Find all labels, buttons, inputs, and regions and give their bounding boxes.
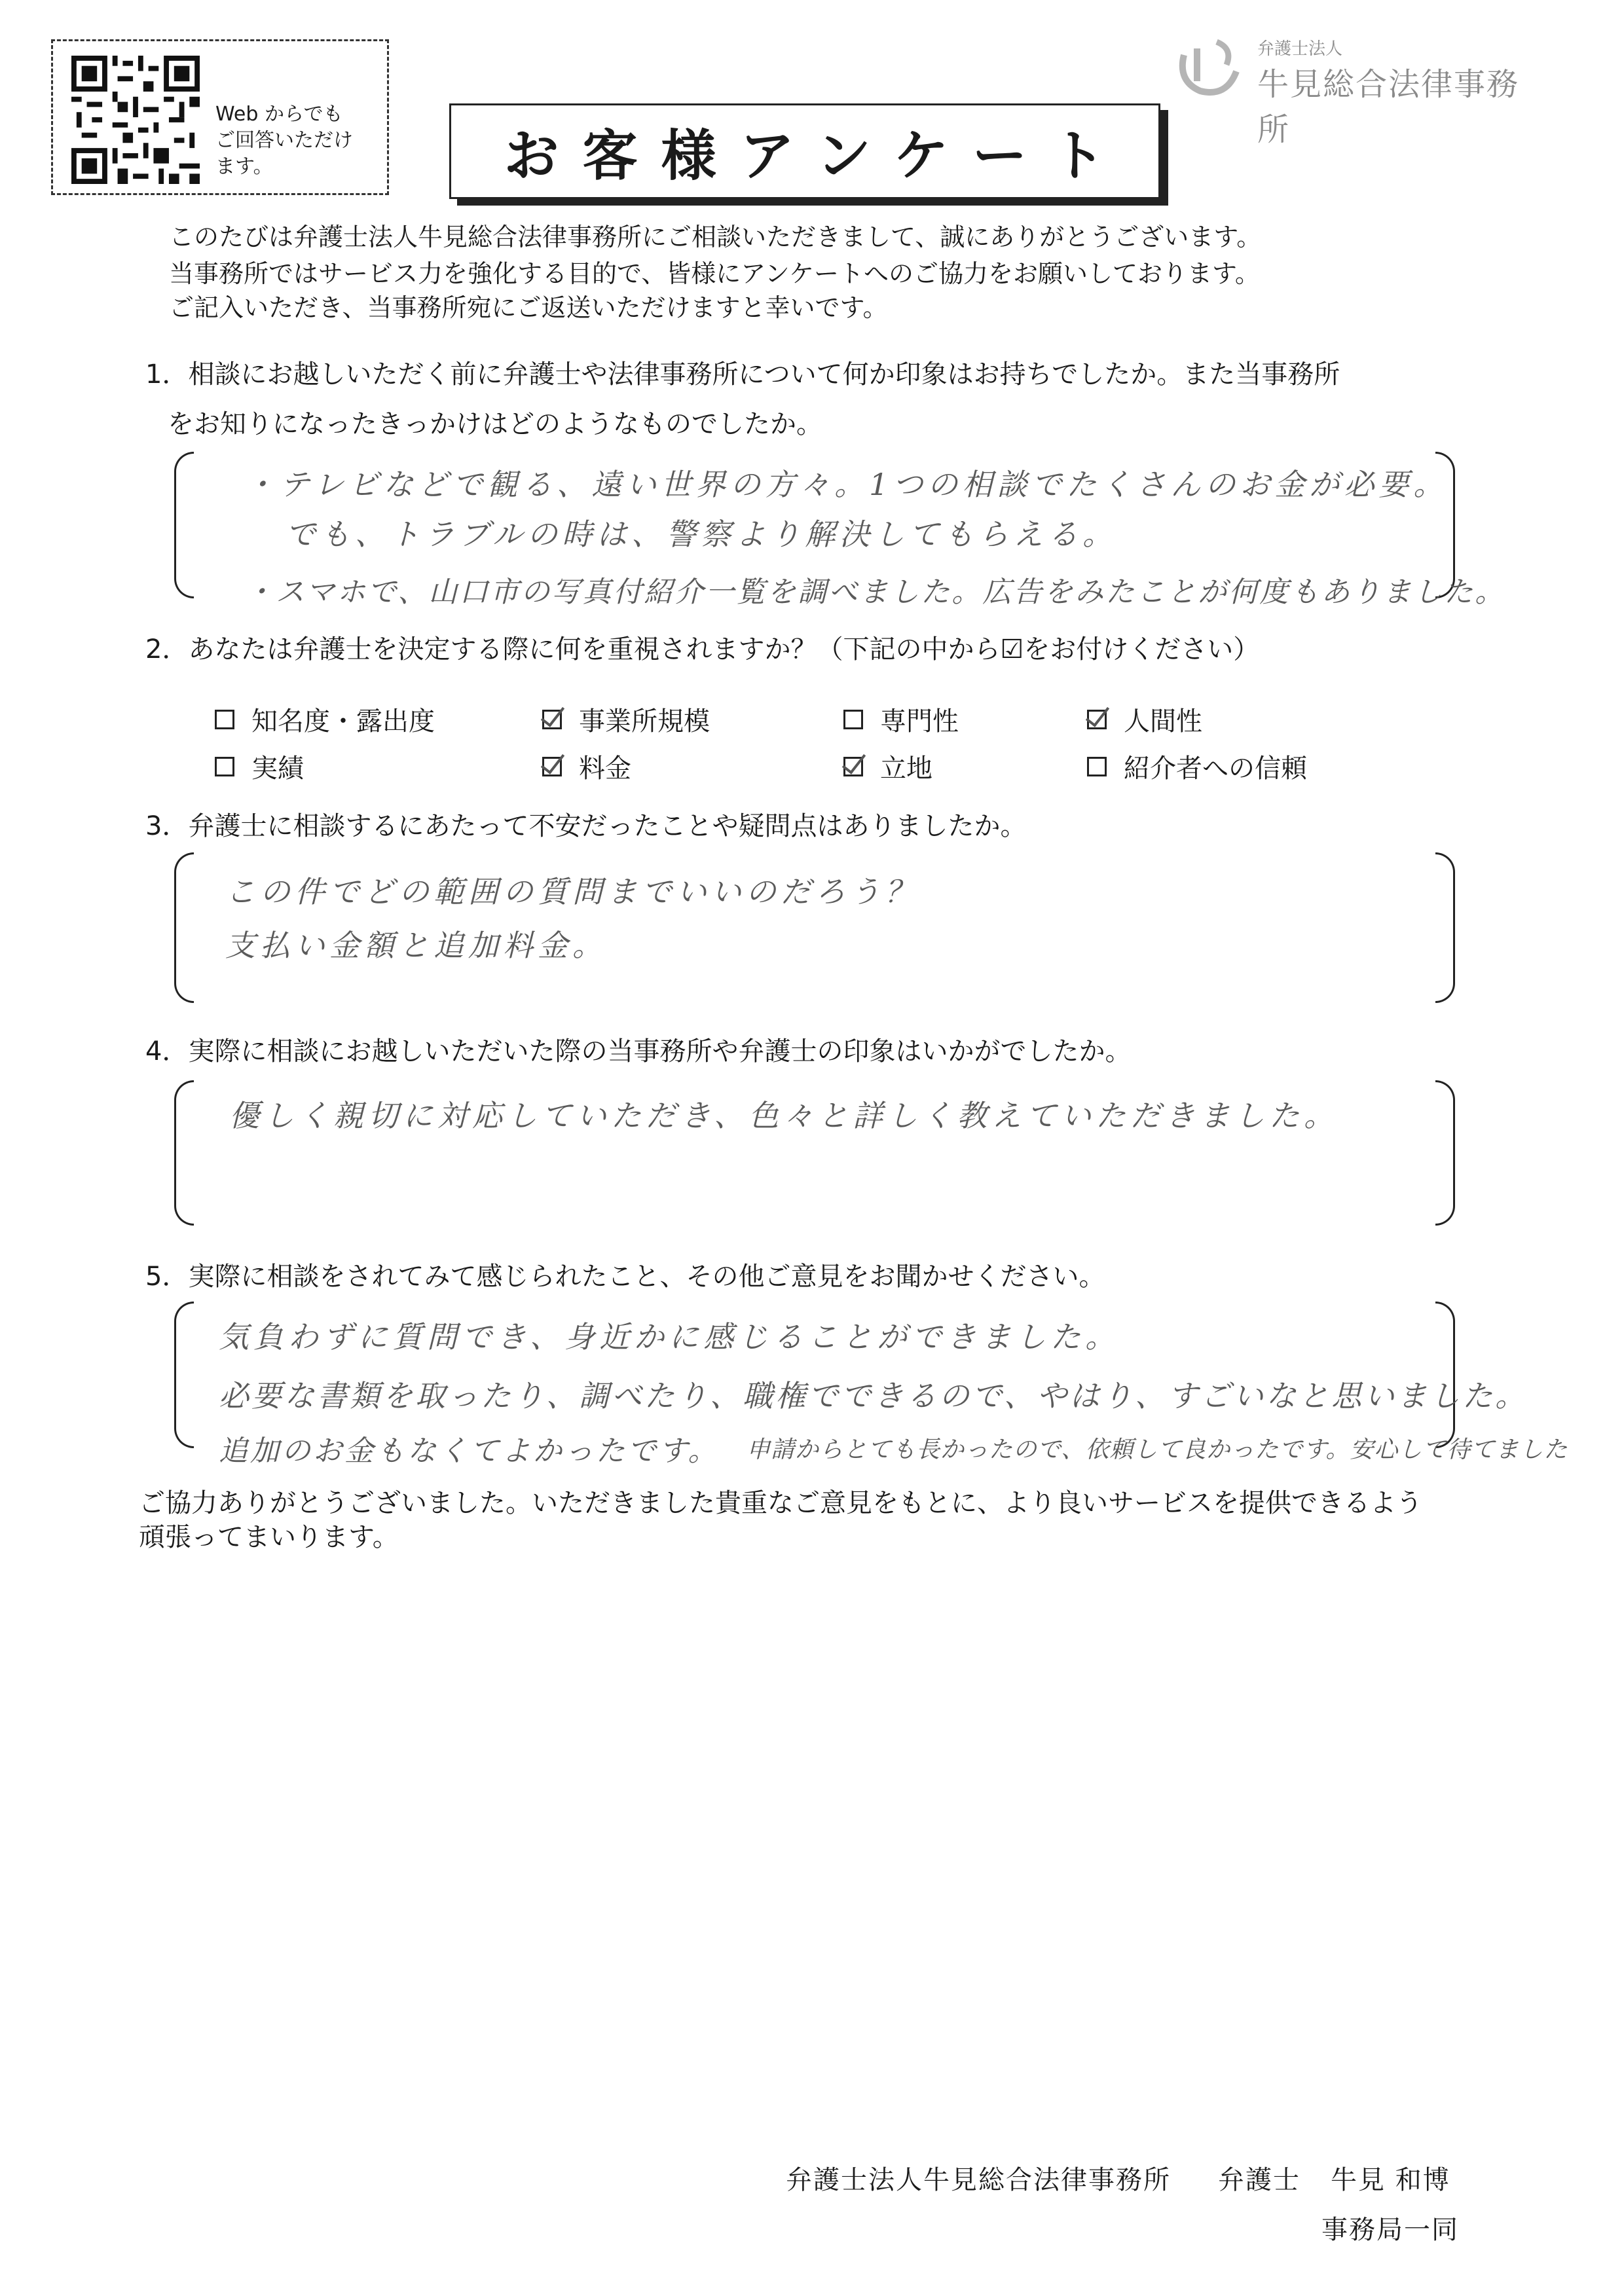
signature-office: 事務局一同 <box>1321 2215 1459 2245</box>
qr-caption-line: ご回答いただけ <box>215 129 353 152</box>
survey-title-box <box>449 103 1160 199</box>
survey-title: お客様アンケート <box>504 123 1130 188</box>
answer-1-handwriting: ・テレビなどで観る、遠い世界の方々。1つの相談でたくさんのお金が必要。 <box>245 467 1449 502</box>
option-fees[interactable] <box>542 748 631 785</box>
qr-code-icon[interactable] <box>71 56 200 184</box>
question-5-text: 5．実際に相談をされてみて感じられたこと、その他ご意見をお聞かせください。 <box>145 1262 1105 1292</box>
option-label: 料金 <box>579 754 631 784</box>
answer-4-bracket-left <box>174 1080 194 1226</box>
answer-1-bracket-left <box>174 452 194 598</box>
intro-line: 当事務所ではサービス力を強化する目的で、皆様にアンケートへのご協力をお願いしております。 <box>169 259 1260 288</box>
option-track-record[interactable] <box>215 748 304 785</box>
question-3-text: 3．弁護士に相談するにあたって不安だったことや疑問点はありましたか。 <box>145 811 1027 841</box>
option-label: 専門性 <box>880 706 959 737</box>
option-label: 知名度・露出度 <box>251 706 435 737</box>
closing-line: ご協力ありがとうございました。いただきました貴重なご意見をもとに、より良いサービスを提供できるよう <box>139 1488 1422 1518</box>
signature-name: 牛見 和博 <box>1331 2165 1450 2195</box>
checkbox-icon[interactable] <box>215 710 234 729</box>
question-1-line: 1．相談にお越しいただく前に弁護士や法律事務所について何か印象はお持ちでしたか。また当事務所 <box>145 359 1340 390</box>
option-referrer-trust[interactable] <box>1087 748 1307 785</box>
firm-logo <box>1167 31 1547 148</box>
answer-5-handwriting: 追加のお金もなくてよかったです。 <box>219 1434 720 1468</box>
checkbox-checked-icon[interactable] <box>1087 710 1107 729</box>
checkbox-icon[interactable] <box>215 757 234 776</box>
answer-5-handwriting: 気負わずに質問でき、身近かに感じることができました。 <box>219 1319 1120 1355</box>
option-expertise[interactable] <box>843 701 959 738</box>
option-office-size[interactable] <box>542 701 710 738</box>
option-label: 実績 <box>251 754 304 784</box>
option-label: 立地 <box>880 754 932 784</box>
answer-5-handwriting: 申請からとても長かったので、依頼して良かったです。安心して待てました <box>747 1436 1568 1463</box>
answer-4-handwriting: 優しく親切に対応していただき、色々と詳しく教えていただきました。 <box>229 1098 1339 1133</box>
signature-firm: 弁護士法人牛見総合法律事務所 <box>786 2165 1171 2195</box>
intro-line: ご記入いただき、当事務所宛にご返送いただけますと幸いです。 <box>169 293 888 322</box>
qr-code-box <box>51 39 389 195</box>
firm-logo-subtitle: 弁護士法人 <box>1257 39 1343 59</box>
closing-line: 頑張ってまいります。 <box>139 1522 399 1552</box>
checkbox-icon[interactable] <box>1087 757 1107 776</box>
answer-4-bracket-right <box>1435 1080 1455 1226</box>
firm-logo-icon <box>1171 35 1247 101</box>
qr-caption-line: ます。 <box>215 155 273 178</box>
intro-line: このたびは弁護士法人牛見総合法律事務所にご相談いただきまして、誠にありがとうございます。 <box>169 223 1262 251</box>
checkbox-checked-icon[interactable] <box>542 757 562 776</box>
option-personality[interactable] <box>1087 701 1202 738</box>
signature-role: 弁護士 <box>1218 2165 1301 2195</box>
answer-3-handwriting: この件でどの範囲の質問までいいのだろう？ <box>225 874 919 909</box>
option-label: 紹介者への信頼 <box>1124 754 1307 784</box>
answer-3-handwriting: 支払い金額と追加料金。 <box>225 928 607 963</box>
checkbox-checked-icon[interactable] <box>542 710 562 729</box>
option-name-recognition[interactable] <box>215 701 435 738</box>
checkbox-icon[interactable] <box>843 710 863 729</box>
answer-3-bracket-left <box>174 852 194 1003</box>
answer-1-handwriting: ・スマホで、山口市の写真付紹介一覧を調べました。広告をみたことが何度もありました。 <box>245 575 1506 609</box>
answer-5-bracket-left <box>174 1302 194 1448</box>
question-2-text: 2．あなたは弁護士を決定する際に何を重視されますか？（下記の中から☑をお付けください） <box>145 634 1260 665</box>
question-4-text: 4．実際に相談にお越しいただいた際の当事務所や弁護士の印象はいかがでしたか。 <box>145 1036 1132 1066</box>
answer-5-handwriting: 必要な書類を取ったり、調べたり、職権でできるので、やはり、すごいなと思いました。 <box>219 1378 1528 1413</box>
option-location[interactable] <box>843 748 932 785</box>
question-1-line: をお知りになったきっかけはどのようなものでしたか。 <box>168 409 822 439</box>
option-label: 人間性 <box>1124 706 1202 737</box>
option-label: 事業所規模 <box>579 706 710 737</box>
answer-3-bracket-right <box>1435 852 1455 1003</box>
firm-logo-name: 牛見総合法律事務所 <box>1257 66 1520 148</box>
checkbox-checked-icon[interactable] <box>843 757 863 776</box>
qr-caption-line: Web からでも <box>215 103 343 126</box>
answer-1-handwriting: でも、トラブルの時は、警察より解決してもらえる。 <box>286 517 1118 552</box>
qr-caption <box>215 101 386 180</box>
